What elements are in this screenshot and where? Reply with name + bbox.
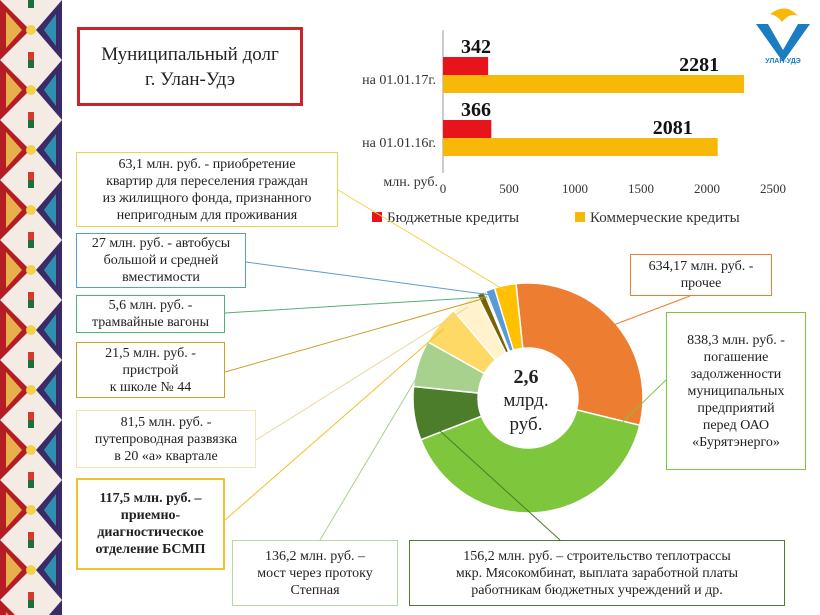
callout-line: приемно-: [120, 508, 181, 523]
callout-buses: [76, 233, 246, 288]
data-label: 342: [461, 36, 491, 58]
callout-line: 634,17 млн. руб. -: [648, 259, 754, 274]
leader-line: [225, 297, 487, 313]
pie-center-value: 2,6: [513, 366, 539, 388]
callout-line: предприятий: [697, 400, 775, 416]
callout-line: 838,3 млн. руб. -: [687, 332, 785, 348]
callout-energo: [666, 312, 806, 470]
callout-line: 156,2 млн. руб. – строительство теплотрассы: [463, 548, 731, 564]
callout-line: 5,6 млн. руб. -: [108, 298, 193, 313]
callout-trams: [76, 295, 225, 333]
callout-line: муниципальных: [687, 383, 785, 399]
callout-apartments: [76, 152, 338, 227]
callout-line: «Бурятэнерго»: [692, 434, 780, 450]
x-tick-label: 1000: [562, 181, 588, 196]
callout-line: перед ОАО: [702, 417, 770, 433]
data-label: 2281: [679, 54, 720, 76]
callout-school: [76, 342, 225, 398]
callout-line: отделение БСМП: [95, 542, 206, 557]
x-tick-label: 500: [499, 181, 519, 196]
x-tick-label: 2000: [694, 181, 720, 196]
callout-line: путепроводная развязка: [94, 431, 238, 447]
callout-line: задолженности: [690, 366, 782, 382]
callout-line: погашение: [703, 349, 769, 365]
callout-line: трамвайные вагоны: [91, 315, 210, 330]
data-label: 366: [461, 99, 491, 121]
callout-line: Степная: [290, 582, 340, 598]
callout-line: непригодным для проживания: [116, 207, 298, 223]
pie-center-label: [486, 365, 566, 437]
callout-interchange: [76, 410, 256, 468]
logo-caption: УЛАН-УДЭ: [765, 58, 801, 65]
x-tick-label: 0: [439, 181, 447, 196]
callout-line: 136,2 млн. руб. –: [264, 548, 366, 564]
page-subtitle: г. Улан-Удэ: [145, 68, 235, 90]
page-title: Муниципальный долг: [101, 43, 279, 65]
callout-heating: [409, 540, 785, 606]
callout-line: мкр. Мясокомбинат, выплата заработной платы: [455, 565, 739, 581]
callout-line: диагностическое: [97, 525, 204, 540]
category-label: на 01.01.16г.: [362, 136, 436, 151]
callout-line: работникам бюджетных учреждений и др.: [471, 582, 723, 598]
pie-center-unit-1: млрд.: [503, 390, 549, 411]
callout-bridge: [232, 540, 398, 606]
callout-line: 117,5 млн. руб. –: [99, 491, 202, 506]
legend-label: Бюджетные кредиты: [387, 210, 520, 226]
category-label: на 01.01.17г.: [362, 73, 436, 88]
callout-line: пристрой: [122, 362, 179, 378]
callout-line: вместимости: [122, 270, 200, 285]
x-tick-label: 1500: [628, 181, 654, 196]
callout-line: 27 млн. руб. - автобусы: [91, 236, 231, 251]
x-axis-label: млн. руб.: [383, 175, 438, 190]
callout-line: 21,5 млн. руб. -: [105, 345, 196, 361]
legend-label: Коммерческие кредиты: [590, 210, 740, 226]
callout-line: 63,1 млн. руб. - приобретение: [118, 156, 296, 172]
x-tick-label: 2500: [760, 181, 786, 196]
callout-line: в 20 «а» квартале: [114, 448, 218, 464]
callout-bsmp: [76, 478, 225, 570]
callout-line: к школе № 44: [109, 379, 192, 395]
callout-line: мост через протоку: [257, 565, 373, 581]
callout-other: [630, 254, 772, 296]
leader-line: [225, 329, 444, 520]
leader-line: [338, 190, 506, 291]
callout-line: из жилищного фонда, признанного: [102, 190, 312, 206]
callout-line: большой и средней: [103, 253, 219, 268]
pie-center-unit-2: руб.: [509, 414, 543, 435]
callout-line: квартир для переселения граждан: [106, 173, 308, 189]
callout-line: 81,5 млн. руб. -: [120, 414, 212, 430]
callout-line: прочее: [680, 276, 722, 291]
leader-line: [246, 262, 492, 295]
data-label: 2081: [652, 117, 693, 139]
